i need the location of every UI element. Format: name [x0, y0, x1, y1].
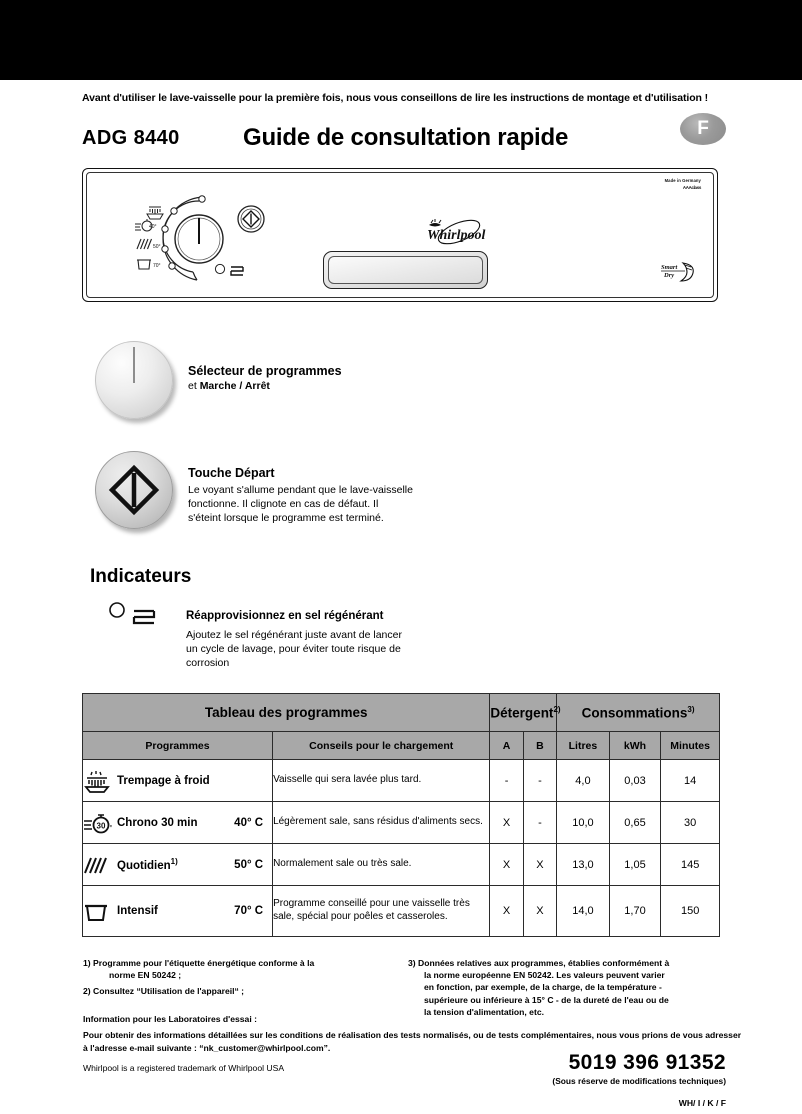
chrono-30-icon	[83, 811, 117, 835]
svg-text:70°: 70°	[153, 263, 161, 269]
program-name: Intensif	[117, 905, 158, 917]
energy-class-text: AAA	[682, 185, 692, 191]
col-detergent-a: A	[490, 732, 523, 760]
energy-class-suffix: class	[691, 185, 701, 191]
table-row	[83, 886, 720, 937]
svg-text:Whirlpool: Whirlpool	[427, 228, 486, 243]
minutes-cell: 30	[661, 802, 720, 844]
consumption-label: Consommations	[581, 705, 688, 721]
detergent-a-cell: -	[490, 760, 523, 802]
cold-prewash-icon	[83, 769, 117, 793]
kwh-cell: 0,65	[609, 802, 661, 844]
start-button-image	[95, 451, 177, 533]
col-litres: Litres	[557, 732, 610, 760]
lab-info-title: Information pour les Laboratoires d'essai :	[83, 1014, 257, 1024]
col-minutes: Minutes	[661, 732, 720, 760]
advice-cell: Vaisselle qui sera lavée plus tard.	[273, 760, 490, 802]
minutes-cell: 150	[661, 886, 720, 937]
table-row	[83, 844, 720, 886]
litres-cell: 4,0	[557, 760, 610, 802]
col-kwh: kWh	[609, 732, 661, 760]
document-code: WH/ I / K / F	[678, 1098, 726, 1108]
svg-text:Dry: Dry	[664, 272, 675, 279]
detergent-a-cell: X	[490, 886, 523, 937]
detergent-b-cell: X	[523, 886, 556, 937]
program-selector-sub-prefix: et	[188, 380, 200, 392]
whirlpool-logo	[399, 219, 509, 247]
table-header-group-row	[83, 694, 720, 732]
first-use-notice: Avant d'utiliser le lave-vaisselle pour la première fois, nous vous conseillons de lire les instructions de montage et d'utilisation !	[82, 92, 709, 104]
page-title: Guide de consultation rapide	[243, 124, 569, 151]
minutes-cell: 14	[661, 760, 720, 802]
consumption-note: 3)	[687, 704, 695, 714]
salt-refill-icon	[108, 601, 170, 631]
litres-cell: 10,0	[557, 802, 610, 844]
table-row	[83, 760, 720, 802]
footnotes-right	[408, 957, 738, 1018]
table-title: Tableau des programmes	[83, 694, 490, 732]
kwh-cell: 1,70	[609, 886, 661, 937]
model-number: ADG 8440	[82, 127, 180, 149]
svg-text:': '	[110, 823, 112, 833]
start-button-body-text: Le voyant s'allume pendant que le lave-vaisselle fonctionne. Il clignote en cas de défaut. Il s'éteint lorsque le programme est terminé.	[188, 484, 413, 524]
indicators-heading: Indicateurs	[90, 566, 192, 587]
detergent-a-cell: X	[490, 844, 523, 886]
svg-text:Smart: Smart	[661, 264, 678, 271]
top-black-band	[0, 0, 802, 80]
made-in-germany-mark	[665, 179, 701, 192]
program-name	[117, 857, 234, 872]
footnote-3-line5: la tension d'alimentation, etc.	[424, 1006, 544, 1017]
footnote-2: 2) Consultez “Utilisation de l'appareil“ ;	[83, 985, 245, 996]
program-selector-subtitle	[188, 380, 270, 392]
intensive-pot-icon	[83, 899, 117, 923]
table-column-header-row	[83, 732, 720, 760]
consumption-group-header	[557, 694, 720, 732]
svg-text:30: 30	[96, 821, 106, 830]
program-selector-sub-bold: Marche / Arrêt	[199, 380, 270, 392]
program-temp: 40° C	[234, 816, 264, 829]
panel-salt-indicator	[213, 261, 253, 283]
detergent-b-cell: -	[523, 760, 556, 802]
made-in-text: Made in Germany	[664, 178, 701, 183]
program-selector-title: Sélecteur de programmes	[188, 364, 342, 378]
detergent-b-cell: X	[523, 844, 556, 886]
footnote-3-line4: supérieure ou inférieure à 15° C - de la dureté de l'eau ou de	[424, 994, 669, 1005]
technical-reserve-note: (Sous réserve de modifications techniques)	[552, 1076, 726, 1086]
smart-dry-logo	[659, 259, 699, 283]
start-button-title: Touche Départ	[188, 466, 275, 480]
svg-text:50°: 50°	[153, 244, 161, 250]
salt-indicator-title: Réapprovisionnez en sel régénérant	[186, 610, 384, 622]
control-panel-illustration	[82, 168, 718, 302]
program-name-text: Quotidien	[117, 859, 171, 872]
lab-information	[83, 1013, 743, 1055]
advice-cell: Programme conseillé pour une vaisselle très sale, spécial pour poêles et casseroles.	[273, 886, 490, 937]
col-programmes: Programmes	[83, 732, 273, 760]
program-cell	[83, 844, 273, 886]
trademark-note: Whirlpool is a registered trademark of Whirlpool USA	[83, 1063, 285, 1073]
svg-text:40°: 40°	[149, 224, 157, 230]
door-handle-illustration	[323, 251, 488, 289]
detergent-b-cell: -	[523, 802, 556, 844]
detergent-a-cell: X	[490, 802, 523, 844]
program-cell	[83, 802, 273, 844]
footnote-1-line2: norme EN 50242 ;	[109, 970, 182, 981]
programs-table	[82, 693, 720, 937]
panel-program-dial	[117, 187, 292, 287]
minutes-cell: 145	[661, 844, 720, 886]
table-row	[83, 802, 720, 844]
start-diamond-icon	[95, 451, 173, 529]
lab-info-body: Pour obtenir des informations détaillées sur les conditions de réalisation des tests normalisés, ou de tests complémentaires, nous vous prions de vous adresser à l'adresse e-mail suivante : “nk_customer@whirlpool.com”.	[83, 1029, 742, 1053]
program-note: 1)	[170, 857, 178, 867]
program-name: Chrono 30 min	[117, 816, 198, 829]
program-selector-knob-image	[95, 341, 177, 423]
litres-cell: 14,0	[557, 886, 610, 937]
detergent-label: Détergent	[490, 705, 554, 721]
footnotes-left	[83, 957, 393, 997]
part-number: 5019 396 91352	[568, 1051, 726, 1074]
detergent-group-header	[490, 694, 561, 732]
footnote-3-line2: la norme européenne EN 50242. Les valeurs peuvent varier	[424, 970, 665, 981]
footnote-3-line1: 3) Données relatives aux programmes, établies conformément à	[408, 958, 670, 968]
program-name: Trempage à froid	[117, 774, 210, 787]
footnote-1-line1: 1) Programme pour l'étiquette énergétique conforme à la	[83, 958, 315, 968]
footnote-3-line3: en fonction, par exemple, de la charge, de la température -	[424, 982, 662, 993]
program-temp: 70° C	[234, 905, 264, 917]
knob-pointer-line	[133, 347, 135, 383]
salt-indicator-body: Ajoutez le sel régénérant juste avant de lancer un cycle de lavage, pour éviter toute risque de corrosion	[186, 629, 402, 670]
kwh-cell: 0,03	[609, 760, 661, 802]
program-cell	[83, 886, 273, 937]
program-temp: 50° C	[234, 858, 264, 871]
program-cell	[83, 760, 273, 802]
advice-cell: Légèrement sale, sans résidus d'aliments secs.	[273, 802, 490, 844]
col-advice: Conseils pour le chargement	[273, 732, 490, 760]
col-detergent-b: B	[523, 732, 556, 760]
litres-cell: 13,0	[557, 844, 610, 886]
daily-icon	[83, 853, 117, 877]
detergent-note: 2)	[553, 704, 561, 714]
advice-cell: Normalement sale ou très sale.	[273, 844, 490, 886]
language-badge: F	[680, 113, 726, 145]
kwh-cell: 1,05	[609, 844, 661, 886]
